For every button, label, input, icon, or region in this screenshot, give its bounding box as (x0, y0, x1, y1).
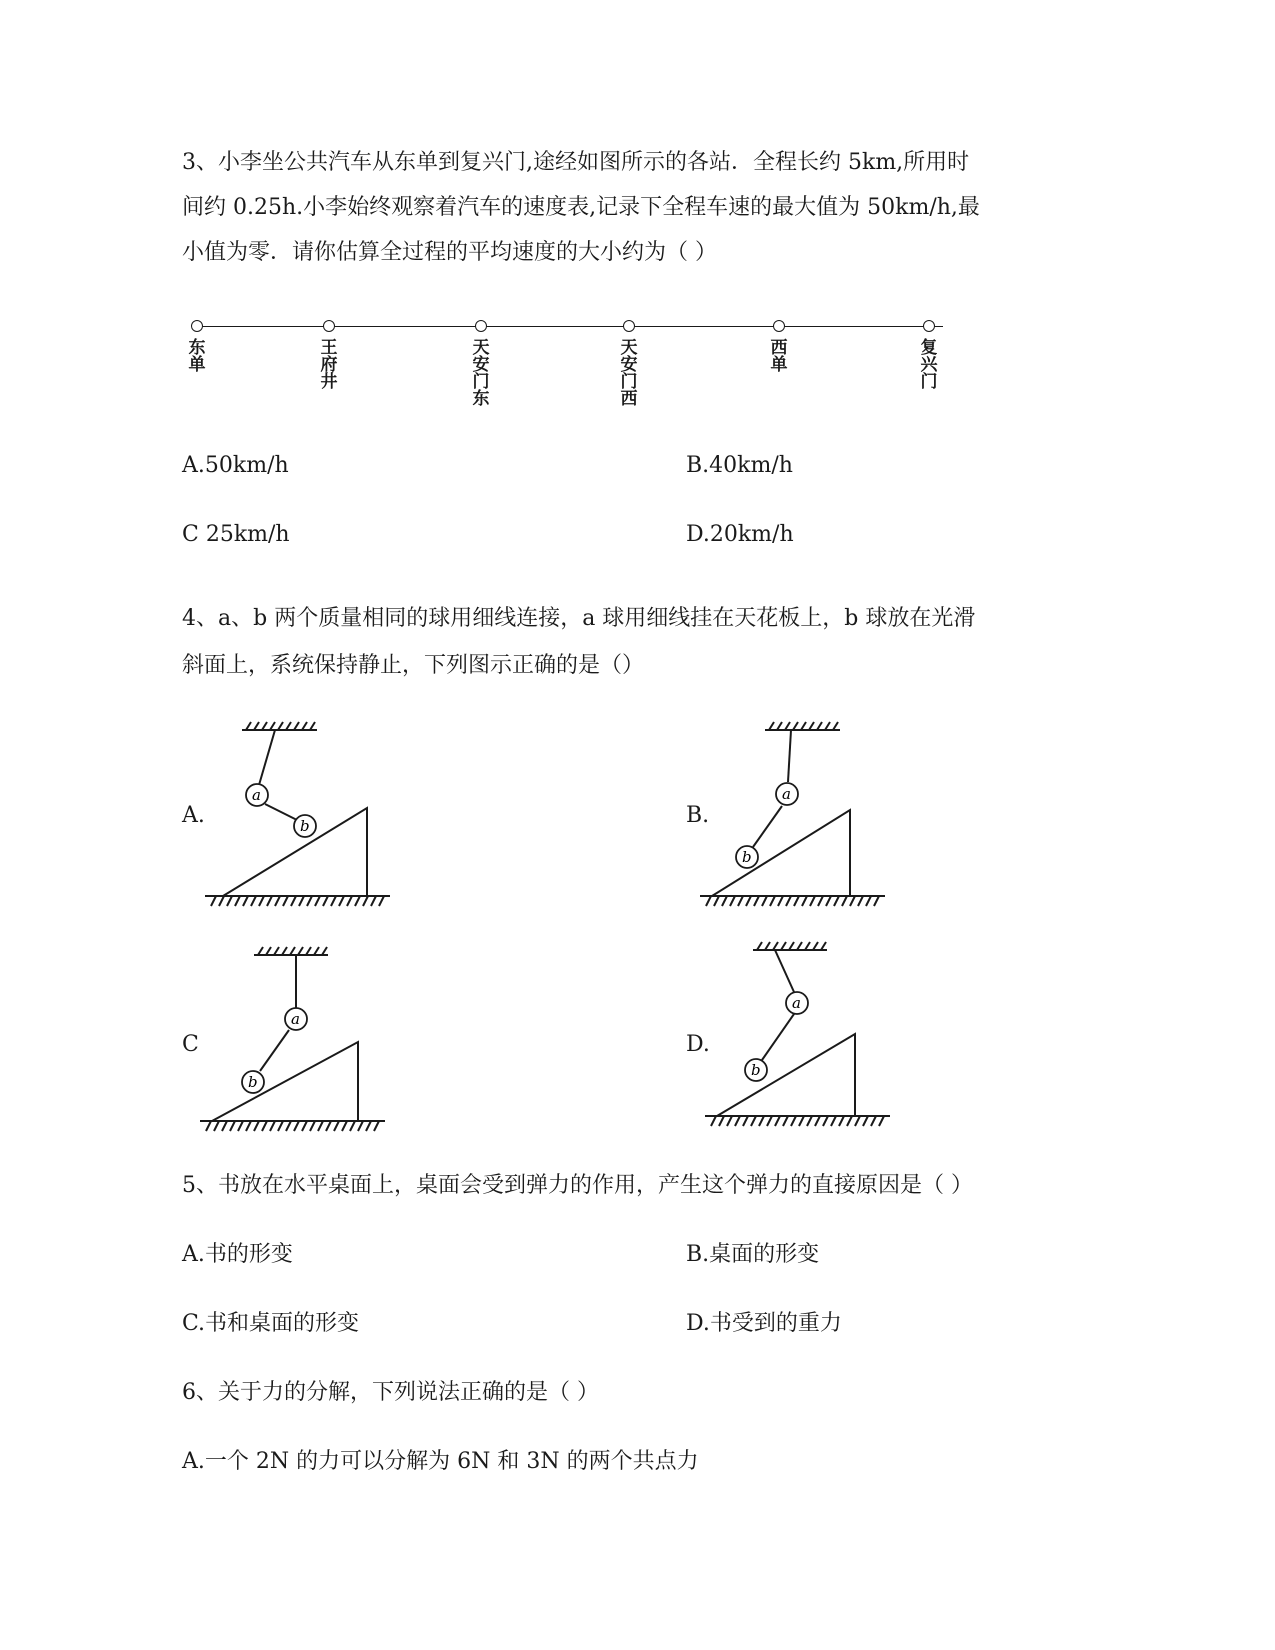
figure-c (200, 945, 390, 1135)
q5-option-b: B.桌面的形变 (686, 1242, 820, 1267)
station-dot (475, 320, 487, 332)
q4-option-d-label: D. (686, 1032, 710, 1057)
ball-a-label: a (252, 786, 261, 804)
station-label: 王府井 (320, 338, 338, 392)
q3-line-1: 3、小李坐公共汽车从东单到复兴门,途经如图所示的各站．全程长约 5km,所用时 (182, 150, 970, 175)
q3-option-a: A.50km/h (182, 453, 289, 478)
ball-b-label: b (742, 848, 752, 866)
figure-b (700, 718, 890, 908)
q3-option-c: C 25km/h (182, 522, 290, 547)
station-label: 复兴门 (920, 338, 938, 392)
ball-b-label: b (300, 817, 310, 835)
q6-option-a: A.一个 2N 的力可以分解为 6N 和 3N 的两个共点力 (182, 1449, 699, 1474)
q5-option-a: A.书的形变 (182, 1242, 293, 1267)
figure-a (205, 718, 395, 908)
ball-a-label: a (782, 785, 791, 803)
q5-option-d: D.书受到的重力 (686, 1311, 842, 1336)
station-dot (923, 320, 935, 332)
route-line (197, 326, 943, 327)
q3-line-2: 间约 0.25h.小李始终观察着汽车的速度表,记录下全程车速的最大值为 50km/h,最 (182, 195, 980, 220)
q3-line-3: 小值为零．请你估算全过程的平均速度的大小约为（ ） (182, 240, 717, 265)
station-label: 天安门西 (620, 338, 638, 409)
station-dot (773, 320, 785, 332)
station-dot (323, 320, 335, 332)
station-dot (623, 320, 635, 332)
q4-option-a-label: A. (182, 803, 205, 828)
station-label: 东单 (188, 338, 206, 375)
q4-line-1: 4、a、b 两个质量相同的球用细线连接，a 球用细线挂在天花板上，b 球放在光滑 (182, 606, 976, 631)
figure-d (705, 940, 895, 1130)
q3-option-b: B.40km/h (686, 453, 793, 478)
ball-a-label: a (792, 994, 801, 1012)
ball-b-label: b (751, 1061, 761, 1079)
q5-option-c: C.书和桌面的形变 (182, 1311, 360, 1336)
station-dot (191, 320, 203, 332)
ball-b-label: b (248, 1073, 258, 1091)
q4-option-b-label: B. (686, 803, 710, 828)
q4-line-2: 斜面上，系统保持静止，下列图示正确的是（） (182, 653, 645, 678)
q5-line: 5、书放在水平桌面上，桌面会受到弹力的作用，产生这个弹力的直接原因是（ ） (182, 1173, 973, 1198)
q3-option-d: D.20km/h (686, 522, 794, 547)
q4-option-c-label: C (182, 1032, 199, 1057)
q6-line: 6、关于力的分解，下列说法正确的是（ ） (182, 1380, 599, 1405)
station-label: 西单 (770, 338, 788, 375)
station-label: 天安门东 (472, 338, 490, 409)
ball-a-label: a (291, 1010, 300, 1028)
